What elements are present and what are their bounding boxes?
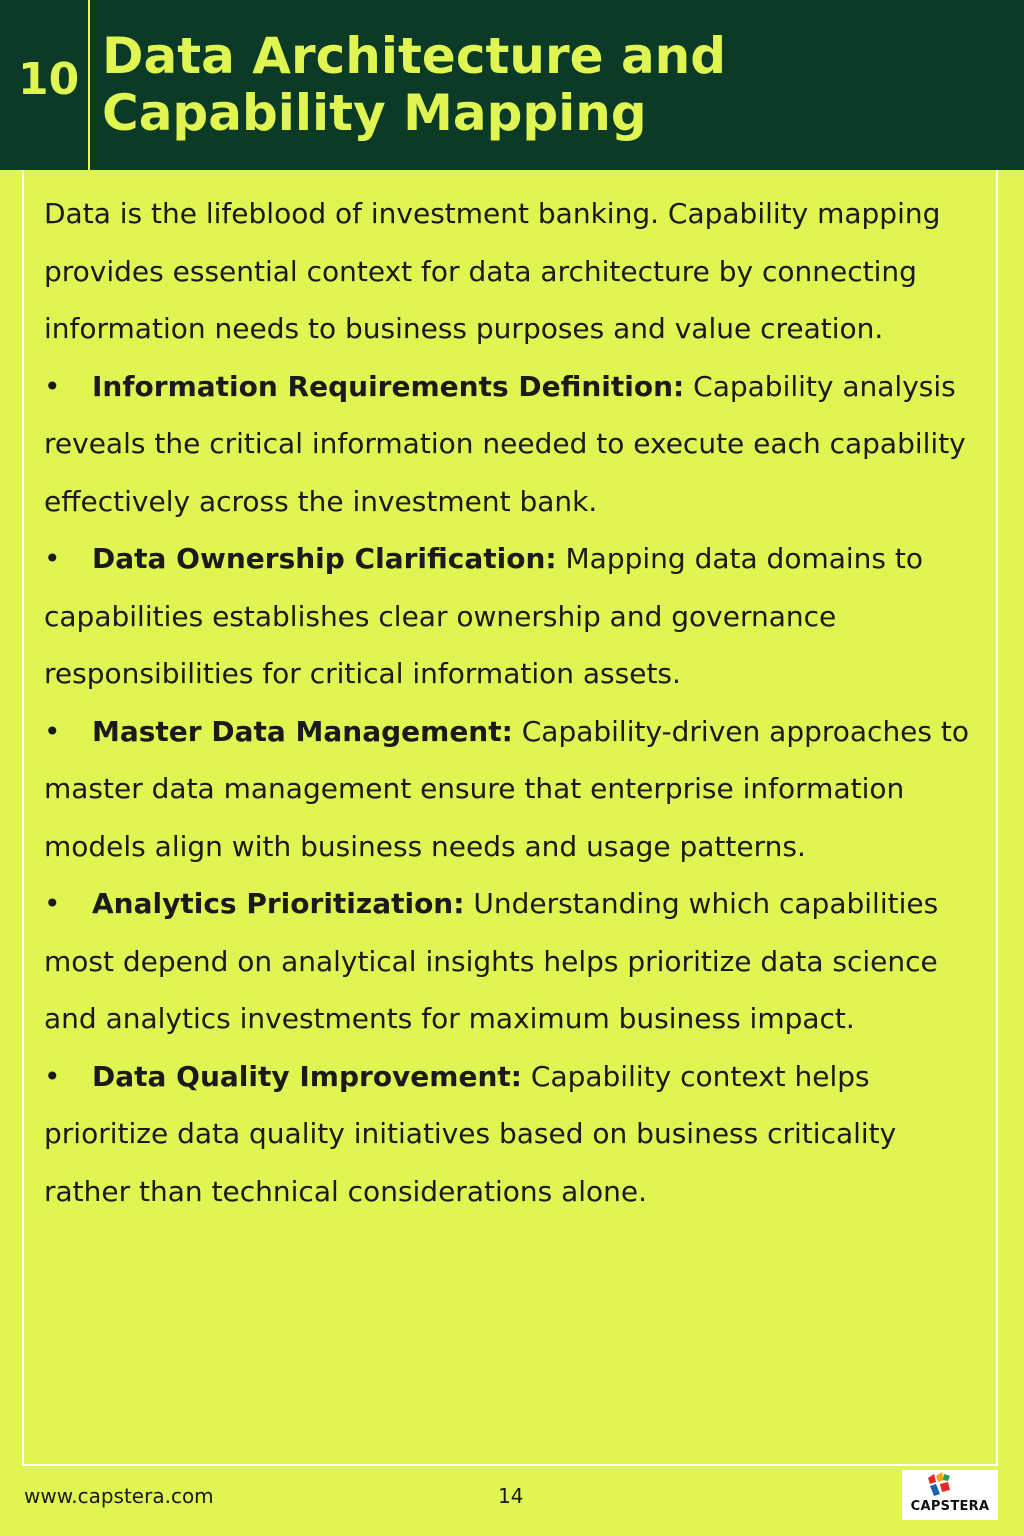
bullet-icon: • <box>44 714 61 748</box>
bullet-title: Analytics Prioritization: <box>92 887 465 920</box>
bullet-icon: • <box>44 542 61 575</box>
header-divider <box>88 0 90 170</box>
logo-text: CAPSTERA <box>910 1499 990 1514</box>
bullet-text: Capability analysis reveals the critical information needed to execute each capability effectively across the investment bank. <box>44 369 966 518</box>
bullet-title: Master Data Management: <box>92 714 513 748</box>
bullet-icon: • <box>44 1059 61 1093</box>
bullet-title: Data Quality Improvement: <box>92 1059 522 1093</box>
section-number: 10 <box>18 54 80 105</box>
logo-mark-icon <box>924 1472 954 1498</box>
intro-paragraph: Data is the lifeblood of investment banking. Capability mapping provides essential context for data architecture by connecting information needs to business purposes and value creation. <box>44 197 941 345</box>
content-body <box>44 185 984 1220</box>
bullet-text: Understanding which capabilities most depend on analytical insights helps prioritize data science and analytics investments for maximum business impact. <box>44 887 939 1035</box>
page-title: Data Architecture and Capability Mapping <box>102 27 727 142</box>
bullet-list <box>44 358 984 1221</box>
bullet-title: Data Ownership Clarification: <box>92 542 557 575</box>
list-item <box>44 875 984 1048</box>
footer-url[interactable]: www.capstera.com <box>24 1484 214 1508</box>
capstera-logo <box>902 1470 998 1520</box>
bullet-icon: • <box>44 887 61 920</box>
page-header <box>0 0 1024 170</box>
bullet-title: Information Requirements Definition: <box>92 369 685 403</box>
bullet-text: Capability context helps prioritize data quality initiatives based on business criticality rather than technical considerations alone. <box>44 1059 897 1208</box>
list-item <box>44 1048 984 1221</box>
bullet-text: Capability-driven approaches to master data management ensure that enterprise information models align with business needs and usage patterns. <box>44 714 970 863</box>
list-item <box>44 703 984 876</box>
list-item <box>44 530 984 703</box>
bullet-icon: • <box>44 369 61 403</box>
bullet-text: Mapping data domains to capabilities establishes clear ownership and governance responsibilities for critical information assets. <box>44 542 924 690</box>
page-number: 14 <box>498 1484 524 1508</box>
list-item <box>44 358 984 531</box>
